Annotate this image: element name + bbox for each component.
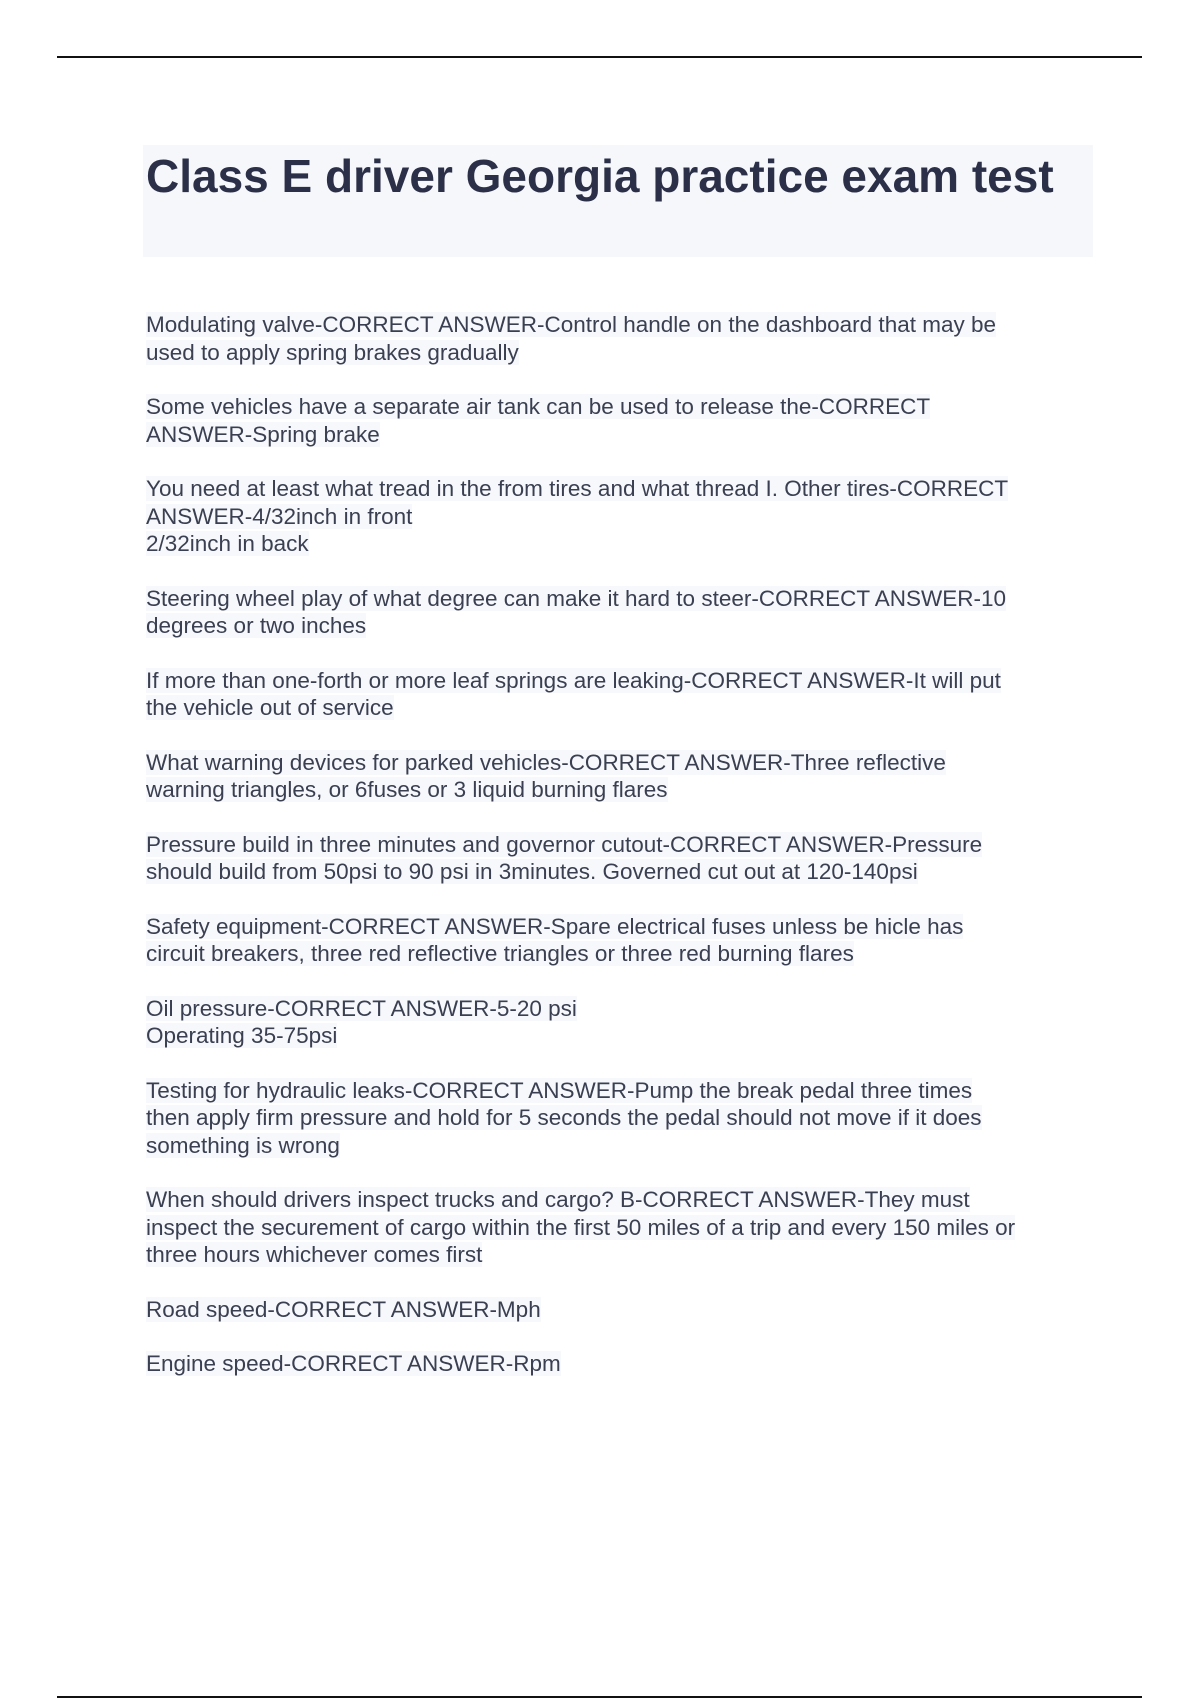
qa-line-text: Operating 35-75psi — [146, 1023, 338, 1048]
qa-line-text: What warning devices for parked vehicles-CORRECT ANSWER-Three reflective — [146, 749, 946, 775]
qa-line-text: 2/32inch in back — [146, 531, 309, 556]
qa-line — [146, 503, 1091, 531]
qa-line-text: Road speed-CORRECT ANSWER-Mph — [146, 1296, 541, 1322]
qa-line — [146, 1241, 1091, 1269]
qa-line-text: ANSWER-4/32inch in front — [146, 503, 413, 529]
qa-line-text: inspect the securement of cargo within the first 50 miles of a trip and every 150 miles or — [146, 1214, 1016, 1240]
qa-item — [146, 1077, 1091, 1160]
qa-line-text: should build from 50psi to 90 psi in 3minutes. Governed cut out at 120-140psi — [146, 859, 918, 884]
qa-line — [146, 1104, 1091, 1132]
qa-line — [146, 995, 1091, 1023]
qa-line — [146, 1296, 1091, 1324]
page-title: Class E driver Georgia practice exam test — [146, 150, 1054, 202]
qa-line-text: You need at least what tread in the from tires and what thread I. Other tires-CORRECT — [146, 476, 1009, 501]
qa-line — [146, 530, 1091, 558]
qa-line — [146, 1186, 1091, 1214]
qa-line — [146, 667, 1091, 695]
qa-item — [146, 311, 1091, 366]
qa-line — [146, 913, 1091, 941]
qa-item — [146, 749, 1091, 804]
qa-line-text: When should drivers inspect trucks and cargo? B-CORRECT ANSWER-They must — [146, 1187, 970, 1212]
qa-item — [146, 667, 1091, 722]
qa-item — [146, 393, 1091, 448]
qa-line-text: three hours whichever comes first — [146, 1242, 483, 1267]
qa-line — [146, 475, 1091, 503]
qa-line — [146, 1077, 1091, 1105]
qa-line-text: Modulating valve-CORRECT ANSWER-Control handle on the dashboard that may be — [146, 312, 997, 337]
qa-line-text: Testing for hydraulic leaks-CORRECT ANSWER-Pump the break pedal three times — [146, 1077, 973, 1103]
qa-line-text: circuit breakers, three red reflective triangles or three red burning flares — [146, 941, 854, 966]
qa-line — [146, 612, 1091, 640]
qa-item — [146, 1296, 1091, 1324]
qa-line — [146, 1022, 1091, 1050]
qa-line — [146, 311, 1091, 339]
qa-line — [146, 1214, 1091, 1242]
top-divider — [57, 56, 1142, 58]
qa-line-text: Steering wheel play of what degree can make it hard to steer-CORRECT ANSWER-10 — [146, 585, 1006, 611]
qa-line — [146, 339, 1091, 367]
qa-item — [146, 995, 1091, 1050]
qa-line — [146, 694, 1091, 722]
qa-line — [146, 393, 1091, 421]
qa-line — [146, 940, 1091, 968]
qa-line — [146, 831, 1091, 859]
qa-line — [146, 776, 1091, 804]
qa-item — [146, 831, 1091, 886]
qa-line-text: Some vehicles have a separate air tank can be used to release the-CORRECT — [146, 394, 931, 419]
qa-line-text: then apply firm pressure and hold for 5 seconds the pedal should not move if it does — [146, 1105, 982, 1130]
qa-line — [146, 585, 1091, 613]
qa-line-text: ANSWER-Spring brake — [146, 421, 380, 447]
qa-line — [146, 1132, 1091, 1160]
qa-line-text: Pressure build in three minutes and governor cutout-CORRECT ANSWER-Pressure — [146, 831, 983, 857]
qa-item — [146, 1350, 1091, 1378]
qa-line-text: the vehicle out of service — [146, 695, 394, 720]
qa-line-text: degrees or two inches — [146, 613, 367, 638]
qa-line-text: warning triangles, or 6fuses or 3 liquid burning flares — [146, 777, 668, 802]
qa-line — [146, 858, 1091, 886]
qa-line-text: something is wrong — [146, 1132, 340, 1158]
qa-line — [146, 421, 1091, 449]
qa-line — [146, 749, 1091, 777]
qa-line — [146, 1350, 1091, 1378]
qa-line-text: used to apply spring brakes gradually — [146, 339, 519, 365]
qa-item — [146, 585, 1091, 640]
bottom-divider — [57, 1696, 1142, 1698]
qa-item — [146, 1186, 1091, 1269]
qa-item — [146, 913, 1091, 968]
qa-item — [146, 475, 1091, 558]
qa-list — [146, 311, 1091, 1405]
qa-line-text: Safety equipment-CORRECT ANSWER-Spare electrical fuses unless be hicle has — [146, 913, 964, 939]
qa-line-text: Engine speed-CORRECT ANSWER-Rpm — [146, 1351, 561, 1376]
qa-line-text: Oil pressure-CORRECT ANSWER-5-20 psi — [146, 995, 577, 1021]
qa-line-text: If more than one-forth or more leaf springs are leaking-CORRECT ANSWER-It will put — [146, 667, 1001, 693]
